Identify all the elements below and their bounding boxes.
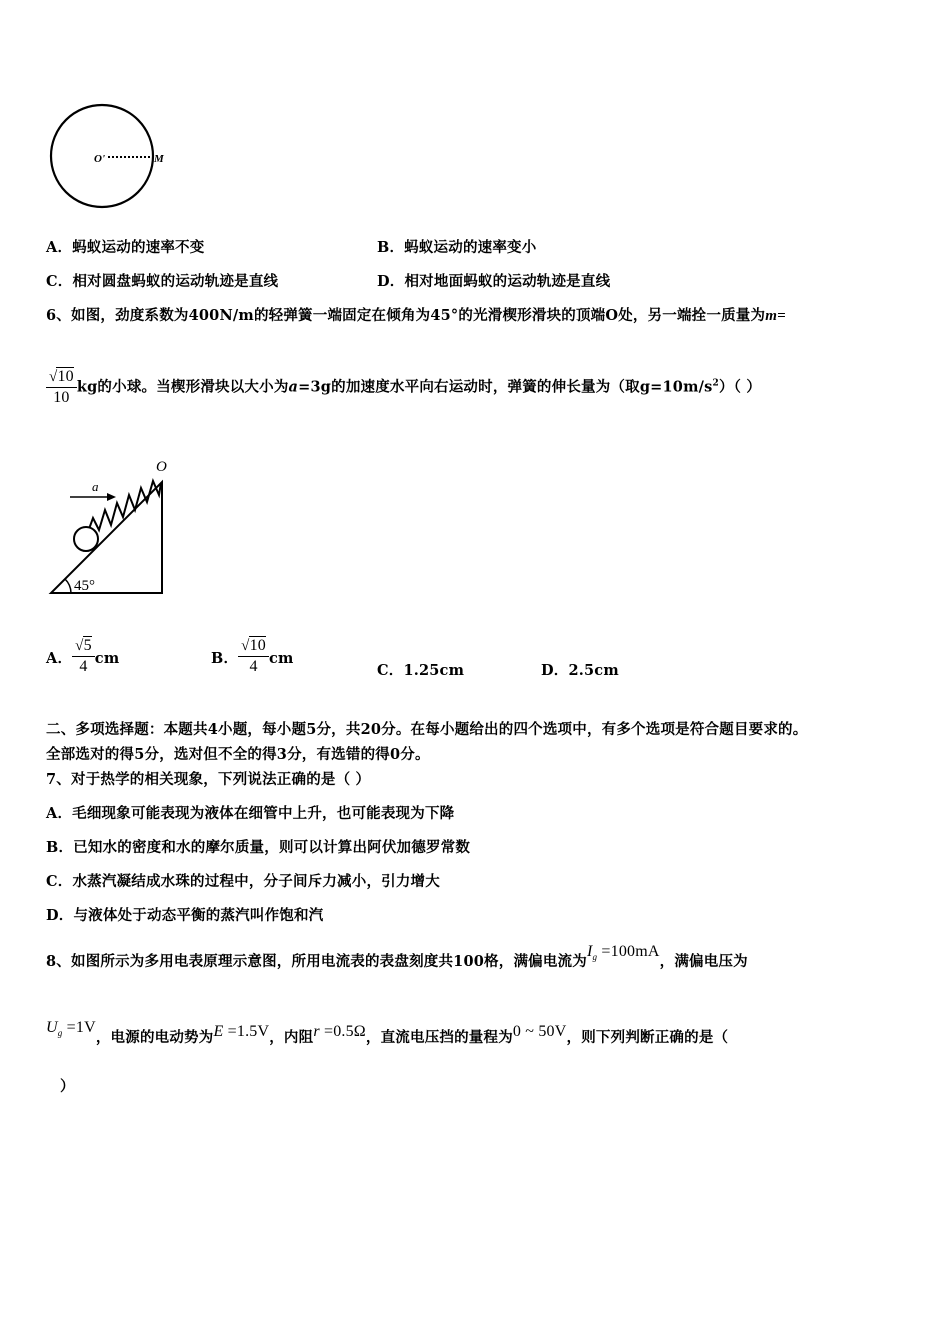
q6-line2-b: =3g的加速度水平向右运动时，弹簧的伸长量为（取g=10m/s — [298, 378, 713, 396]
q7-stem: 7、对于热学的相关现象，下列说法正确的是（ ） — [46, 771, 371, 788]
q6-opt-b-unit: cm — [269, 649, 294, 667]
q8-r-sym: r — [313, 1023, 320, 1040]
q7-option-b: B．已知水的密度和水的摩尔质量，则可以计算出阿伏加德罗常数 — [46, 839, 471, 856]
q6-mass-symbol: m= — [765, 308, 786, 324]
q5-option-d: D．相对地面蚂蚁的运动轨迹是直线 — [377, 273, 611, 290]
q8-ug-sub: g — [57, 1028, 63, 1039]
q6-opt-a-num: 5 — [83, 637, 92, 654]
q8-line1-b: ，满偏电压为 — [659, 953, 748, 970]
q8-line2-b: ，内阻 — [269, 1029, 314, 1046]
q8-ig-sub: g — [592, 952, 598, 963]
q6-accel-symbol: a — [288, 378, 299, 396]
wedge-figure — [46, 455, 181, 600]
q8-line2-a: ，电源的电动势为 — [95, 1029, 214, 1046]
q6-option-d: D．2.5cm — [541, 662, 619, 679]
q8-ug-val: =1V — [66, 1019, 96, 1036]
spring-coil — [89, 481, 161, 530]
q6-opt-a-den: 4 — [72, 656, 95, 677]
q7-option-d: D．与液体处于动态平衡的蒸汽叫作饱和汽 — [46, 907, 324, 924]
q6-opt-b-label: B． — [211, 649, 239, 667]
q8-range-val: 0 ~ 50V — [512, 1023, 567, 1040]
q6-mass-fraction: $\frac{√10}{10}$ — [46, 367, 77, 408]
q8-line1-a: 8、如图所示为多用电表原理示意图，所用电流表的表盘刻度共100格，满偏电流为 — [46, 953, 587, 970]
point-label: M — [154, 153, 164, 165]
q6-line1-text: 6、如图，劲度系数为400N/m的轻弹簧一端固定在倾角为45°的光滑楔形滑块的顶端O处，另一端拴一质量为 — [46, 307, 766, 324]
disc-figure — [46, 103, 176, 213]
q8-ig-sym: I — [586, 943, 593, 960]
q6-line2-c: ）（ ） — [718, 378, 762, 396]
q8-ig-val: =100mA — [601, 943, 660, 960]
q6-option-a — [46, 636, 119, 677]
q8-line2 — [46, 1019, 729, 1048]
section2-line1: 二、多项选择题：本题共4小题，每小题5分，共20分。在每小题给出的四个选项中，有多个选项是符合题目要求的。 — [46, 721, 808, 738]
q8-line3: ） — [60, 1078, 75, 1095]
q8-ug-expr — [46, 1019, 96, 1039]
q5-option-c: C．相对圆盘蚂蚁的运动轨迹是直线 — [46, 273, 279, 290]
angle-arc — [65, 579, 71, 593]
q6-opt-b-num: 10 — [249, 637, 266, 654]
q6-opt-b-den: 4 — [238, 656, 269, 677]
q6-opt-a-frac: $\frac{√5}{4}$ — [72, 636, 95, 677]
ball — [74, 527, 98, 551]
accel-arrow-head — [107, 493, 116, 501]
q5-option-b: B．蚂蚁运动的速率变小 — [377, 239, 537, 256]
q6-stem-line2 — [46, 367, 761, 408]
q6-mass-num: 10 — [57, 368, 74, 385]
q6-line2-a: kg的小球。当楔形滑块以大小为 — [76, 378, 289, 396]
q8-e-expr — [213, 1023, 269, 1040]
q7-option-a: A．毛细现象可能表现为液体在细管中上升，也可能表现为下降 — [46, 805, 455, 822]
q6-opt-b-frac: $\frac{√10}{4}$ — [238, 636, 269, 677]
q8-e-sym: E — [213, 1023, 224, 1040]
q8-line1 — [46, 943, 748, 972]
q5-option-a: A．蚂蚁运动的速率不变 — [46, 239, 205, 256]
q6-stem-line1 — [46, 304, 786, 325]
q6-option-c: C．1.25cm — [377, 662, 465, 679]
q8-r-expr — [313, 1023, 366, 1040]
q6-option-b — [211, 636, 294, 677]
q6-opt-a-label: A． — [46, 649, 73, 667]
q6-opt-a-unit: cm — [94, 649, 120, 667]
q8-e-val: =1.5V — [227, 1023, 270, 1040]
q8-ug-sym: U — [46, 1019, 58, 1036]
angle-label: 45° — [74, 578, 95, 594]
q8-ig-expr — [586, 943, 660, 963]
q8-r-val: =0.5Ω — [323, 1023, 366, 1040]
section2-line2: 全部选对的得5分，选对但不全的得3分，有选错的得0分。 — [46, 746, 430, 763]
q7-option-c: C．水蒸汽凝结成水珠的过程中，分子间斥力减小，引力增大 — [46, 873, 440, 890]
q6-mass-den: 10 — [46, 387, 77, 408]
accel-label: a — [92, 479, 99, 494]
wedge-top-label: O — [156, 459, 167, 475]
center-label: O' — [94, 153, 105, 165]
q6-line2-sup: 2 — [712, 378, 719, 389]
q8-line2-c: ，直流电压挡的量程为 — [365, 1029, 513, 1046]
q8-line2-d: ，则下列判断正确的是（ — [566, 1029, 729, 1046]
